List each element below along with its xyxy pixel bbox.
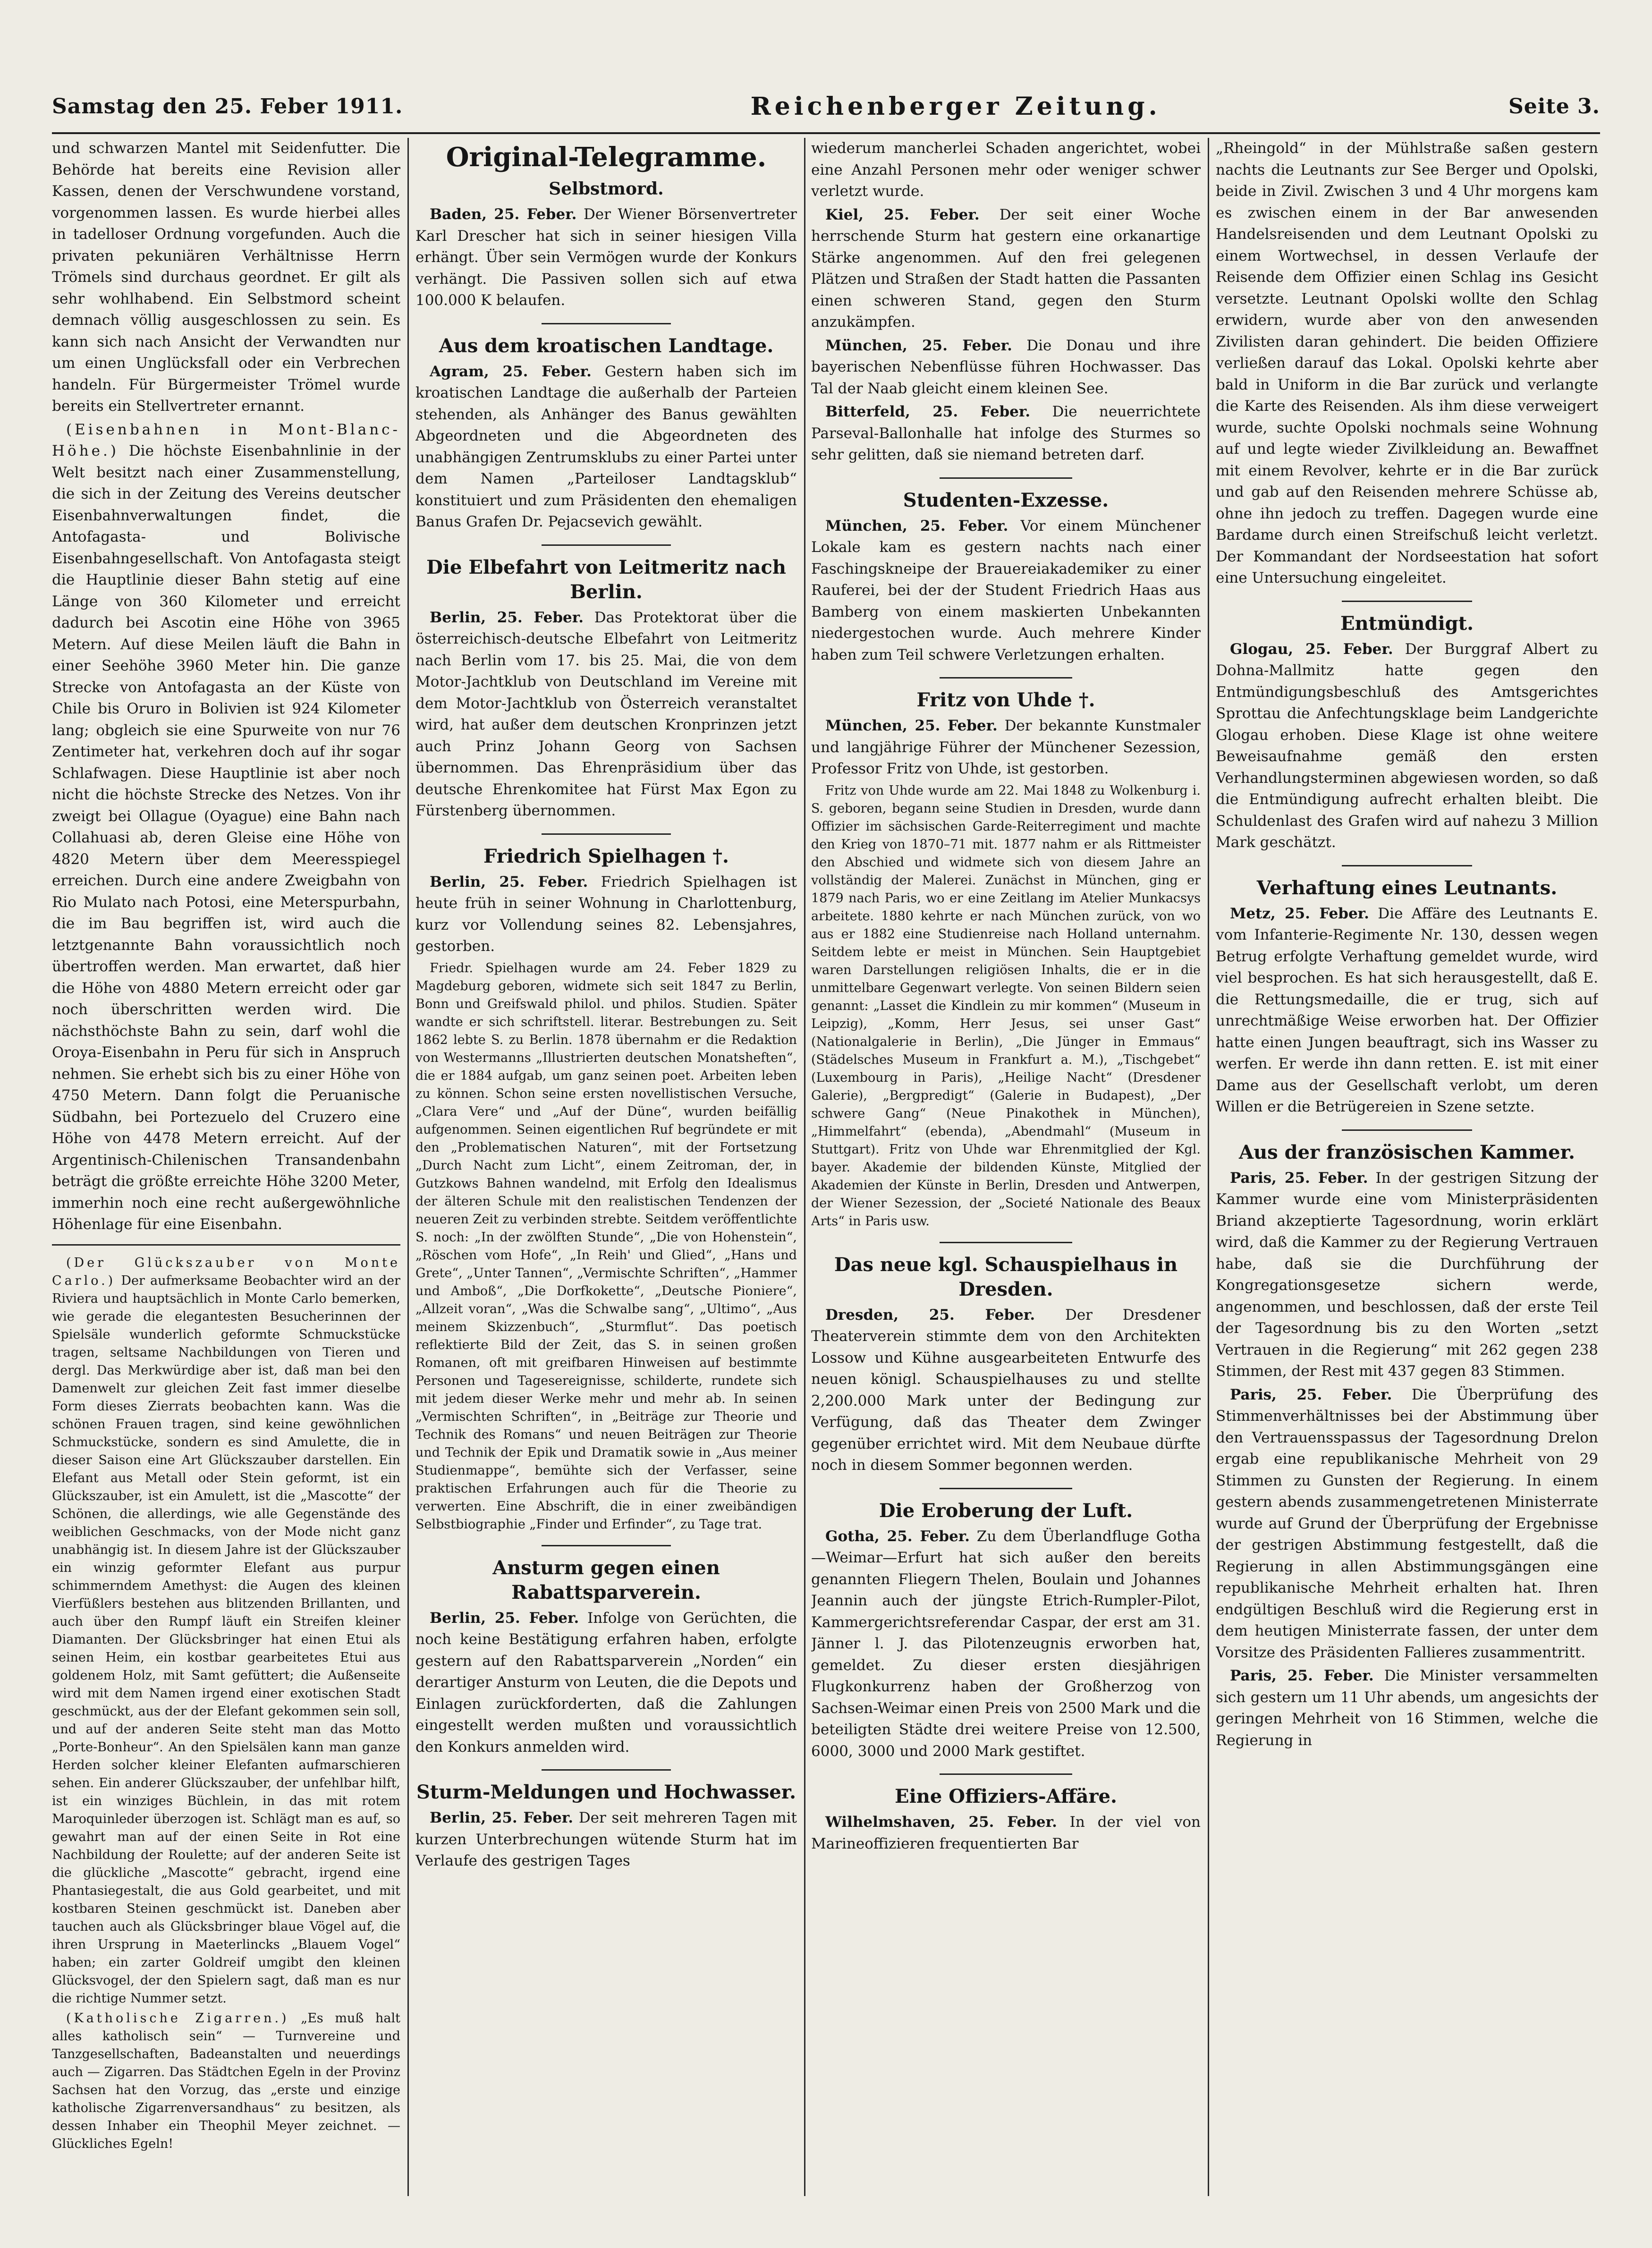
column-rule (804, 138, 805, 2196)
article-paragraph: und schwarzen Mantel mit Seidenfutter. Die Behörde hat bereits eine Revision aller Kassen, denen der Verschwundene vorstand, vorgenommen lassen. Es wurde hierbei alles in tadelloser Ordnung vorgefunden. Auch die privaten pekuniären Verhältnisse Herrn Trömels sind durchaus geordnet. Er gilt als sehr wohlhabend. Ein Selbstmord scheint demnach völlig ausgeschlossen zu sein. Es kann sich nach Ansicht der Verwandten nur um einen Unglücksfall oder ein Verbrechen handeln. Für Bürgermeister Trömel wurde bereits ein Stellvertreter ernannt. (52, 140, 400, 415)
dateline: Dresden, 25. Feber. (825, 1306, 1035, 1323)
article-paragraph (811, 1305, 1201, 1476)
article-paragraph (415, 872, 797, 958)
divider (1342, 1129, 1472, 1131)
column-4 (1216, 138, 1598, 2196)
article-headline: Selbstmord. (549, 179, 664, 199)
dateline: Gotha, 25. Feber. (825, 1527, 970, 1545)
divider (1342, 865, 1472, 866)
article-biography: Fritz von Uhde wurde am 22. Mai 1848 zu Wolkenburg i. S. geboren, begann seine Studien in Dresden, wurde dann Offizier im sächsischen Garde-Reiterregiment und machte den Krieg von 1870–71 mit. 1877 nahm er als Rittmeister den Abschied und widmete sich von diesem Jahre an vollständig der Malerei. Zunächst in München, ging er 1879 nach Paris, wo er eine Zeitlang im Atelier Munkacsys arbeitete. 1880 kehrte er nach München zurück, von wo aus er 1882 eine Studienreise nach Holland unternahm. Seitdem lebte er meist in München. Sein Hauptgebiet waren Darstellungen religiösen Inhalts, die er in die unmittelbare Gegenwart verlegte. Von seinen Bildern seien genannt: „Lasset die Kindlein zu mir kommen“ (Museum in Leipzig), „Komm, Herr Jesus, sei unser Gast“ (Nationalgalerie in Berlin), „Die Jünger in Emmaus“ (Städelsches Museum in Frankfurt a. M.), „Tischgebet“ (Luxembourg in Paris), „Heilige Nacht“ (Dresdener Galerie), „Bergpredigt“ (Galerie in Budapest), „Der schwere Gang“ (Neue Pinakothek in München), „Himmelfahrt“ (ebenda), „Abendmahl“ (Museum in Stuttgart). Fritz von Uhde war Ehrenmitglied der Kgl. bayer. Akademie der bildenden Künste, Mitglied der Akademien der Künste in Berlin, Dresden und Antwerpen, der Wiener Sezession, der „Societé Nationale des Beaux Arts“ in Paris usw. (811, 783, 1201, 1229)
article-paragraph (415, 361, 797, 533)
article-paragraph (1216, 1384, 1598, 1664)
divider (940, 677, 1072, 679)
divider (52, 1244, 400, 1246)
page-number: Seite 3. (1508, 94, 1600, 119)
issue-date: Samstag den 25. Feber 1911. (52, 94, 403, 119)
article-headline: Die Elbefahrt von Leitmeritz nach Berlin. (426, 556, 786, 603)
dateline: Berlin, 25. Feber. (430, 873, 588, 891)
article-lead: (Katholische Zigarren.) (66, 2010, 289, 2026)
section-title: Original-Telegramme. (446, 142, 767, 173)
article-paragraph (52, 1254, 400, 2008)
article-paragraph (811, 204, 1201, 333)
article-paragraph (52, 2010, 400, 2153)
article-headline: Fritz von Uhde †. (916, 689, 1095, 711)
article-text: Der bekannte Kunstmaler und langjährige Führer der Münchener Sezession, Professor Fritz von Uhde, ist gestorben. (811, 717, 1201, 777)
divider (542, 323, 671, 324)
article-headline: Aus dem kroatischen Landtage. (439, 334, 774, 357)
dateline: Paris, 25. Feber. (1230, 1169, 1368, 1187)
article-headline: Entmündigt. (1340, 612, 1474, 635)
article-biography: Friedr. Spielhagen wurde am 24. Feber 1829 zu Magdeburg geboren, widmete sich seit 1847 zu Berlin, Bonn und Greifswald philol. und philos. Studien. Später wandte er sich schriftstell. literar. Bestrebungen zu. Seit 1862 lebte S. zu Berlin. 1878 übernahm er die Redaktion von Westermanns „Illustrierten deutschen Monatsheften“, die er 1884 aufgab, um ganz seinen poet. Arbeiten leben zu können. Schon seine ersten novellistischen Versuche, „Clara Vere“ und „Auf der Düne“, wurden beifällig aufgenommen. Seinen eigentlichen Ruf begründete er mit den „Problematischen Naturen“, mit der Fortsetzung „Durch Nacht zum Licht“, einem Zeitroman, der, in Gutzkows Bahnen wandelnd, mit Erfolg den Idealismus der älteren Schule mit den realistischen Tendenzen der neueren Zeit zu verbinden strebte. Seitdem veröffentlichte S. noch: „In der zwölften Stunde“, „Die von Hohenstein“, „Röschen vom Hofe“, „In Reih' und Glied“, „Hans und Grete“, „Unter Tannen“, „Vermischte Schriften“, „Hammer und Amboß“, „Die Dorfkokette“, „Deutsche Pioniere“, „Allzeit voran“, „Was die Schwalbe sang“, „Ultimo“, „Aus meinem Skizzenbuch“, „Sturmflut“. Das poetisch reflektierte Bild der Zeit, das S. in seinen großen Romanen, oft mit greifbaren Hinweisen auf bestimmte Personen und Tagesereignisse, schilderte, rundete sich mit jedem dieser Werke mehr und mehr ab. In seinen „Vermischten Schriften“, in „Beiträge zur Theorie und Technik des Romans“ und neuen Beiträgen zur Theorie und Technik der Epik und Dramatik sowie in „Aus meiner Studienmappe“, bemühte sich der Verfasser, seine praktischen Erfahrungen auch für die Theorie zu verwerten. Eine Abschrift, die in einer zweibändigen Selbstbiographie „Finder und Erfinder“, zu Tage trat. (415, 960, 797, 1532)
article-paragraph: wiederum mancherlei Schaden angerichtet, wobei eine Anzahl Personen mehr oder weniger schwer verletzt wurde. (811, 140, 1201, 200)
newspaper-title: Reichenberger Zeitung. (750, 92, 1161, 121)
article-paragraph (811, 335, 1201, 400)
article-text: Der Dresdener Theaterverein stimmte dem von den Architekten Lossow und Kühne ausgearbeiteten Entwurfe des neuen königl. Schauspielhauses zu und stellte 2,200.000 Mark unter der Bedingung zur Verfügung, daß das Theater dem Zwinger gegenüber errichtet wird. Mit dem Neubaue dürfte noch in diesem Sommer begonnen werden. (811, 1306, 1201, 1474)
article-paragraph (811, 516, 1201, 666)
article-text: Friedrich Spielhagen ist heute früh in seiner Wohnung in Charlottenburg, kurz vor Vollendung seines 82. Lebensjahres, gestorben. (415, 873, 797, 955)
article-text: Die Überprüfung des Stimmenverhältnisses bei der Abstimmung über den Vertrauensspassus der Tagesordnung Drelon ergab eine republikanische Mehrheit von 29 Stimmen zu Gunsten der Regierung. In einem gestern abends zusammengetretenen Ministerrate wurde auf Grund der Überprüfung der Ergebnisse der gestrigen Abstimmung festgestellt, daß die Regierung in allen Abstimmungsgängen eine republikanische Mehrheit erhalten hat. Ihren endgültigen Beschluß wird die Regierung erst in dem heutigen Ministerrate fassen, der unter dem Vorsitze des Präsidenten Fallieres zusammentritt. (1216, 1386, 1598, 1661)
article-text: Der seit einer Woche herrschende Sturm hat gestern eine orkanartige Stärke angenommen. Auf den frei gelegenen Plätzen und Straßen der Stadt hatten die Passanten einen schweren Stand, gegen den Sturm anzukämpfen. (811, 206, 1201, 331)
divider (542, 1545, 671, 1546)
column-2 (415, 138, 797, 2196)
dateline: München, 25. Feber. (825, 517, 1008, 534)
dateline: Baden, 25. Feber. (430, 206, 577, 223)
dateline: Paris, 25. Feber. (1230, 1386, 1392, 1403)
article-text: Die neuerrichtete Parseval-Ballonhalle hat infolge des Sturmes so sehr gelitten, daß sie niemand betreten darf. (811, 403, 1201, 463)
article-paragraph (52, 419, 400, 1236)
article-paragraph (415, 204, 797, 312)
article-lead: (Der Glückszauber von Monte Carlo.) (52, 1255, 400, 1288)
column-3 (811, 138, 1201, 2196)
divider (940, 1242, 1072, 1243)
article-paragraph (811, 401, 1201, 466)
article-headline: Das neue kgl. Schauspielhaus in Dresden. (834, 1253, 1178, 1300)
divider (940, 1488, 1072, 1489)
divider (542, 833, 671, 835)
divider (542, 544, 671, 546)
article-text: Infolge von Gerüchten, die noch keine Bestätigung erfahren haben, erfolgte gestern auf den Rabattsparverein „Norden“ ein derartiger Ansturm von Leuten, die die Depots und Einlagen zurückforderten, daß die Zahlungen eingestellt werden mußten und voraussichtlich den Konkurs anmelden wird. (415, 1609, 797, 1756)
article-lead: (Eisenbahnen in Mont-Blanc-Höhe.) (52, 421, 400, 459)
dateline: Metz, 25. Feber. (1230, 905, 1369, 922)
dateline: Berlin, 25. Feber. (430, 1609, 579, 1627)
article-text: Der Wiener Börsenvertreter Karl Drescher hat sich in seiner hiesigen Villa erhängt. Über sein Vermögen wurde der Konkurs verhängt. Die Passiven sollen sich auf etwa 100.000 K belaufen. (415, 206, 797, 309)
article-text: Der seit mehreren Tagen mit kurzen Unterbrechungen wütende Sturm hat im Verlaufe des gestrigen Tages (415, 1809, 797, 1869)
article-paragraph (811, 1526, 1201, 1763)
article-headline: Die Eroberung der Luft. (879, 1499, 1133, 1522)
article-headline: Verhaftung eines Leutnants. (1256, 876, 1558, 899)
article-text: Vor einem Münchener Lokale kam es gestern nachts nach einer Faschingskneipe der Brauereiakademiker zu einer Rauferei, bei der der Student Friedrich Haas aus Bamberg von einem maskierten Unbekannten niedergestochen wurde. Auch mehrere Kinder haben zum Teil schwere Verletzungen erhalten. (811, 517, 1201, 663)
article-headline: Sturm-Meldungen und Hochwasser. (416, 1781, 796, 1803)
dateline: Wilhelmshaven, 25. Feber. (825, 1814, 1057, 1831)
article-text: In der gestrigen Sitzung der Kammer wurde eine vom Ministerpräsidenten Briand akzeptierte Tagesordnung, worin erklärt wird, daß die Kammer zu der Regierung Vertrauen habe, daß sie die Durchführung der Kongregationsgesetze sichern werde, angenommen, und beschlossen, daß der erste Teil der Tagesordnung bis zu den Worten „setzt Vertrauen in die Regierung“ mit 262 gegen 238 Stimmen, der Rest mit 437 gegen 83 Stimmen. (1216, 1169, 1598, 1380)
divider (940, 1773, 1072, 1775)
column-1 (52, 138, 400, 2196)
dateline: Paris, 25. Feber. (1230, 1667, 1374, 1684)
dateline: Agram, 25. Feber. (430, 363, 592, 380)
article-headline: Ansturm gegen einen Rabattsparverein. (492, 1556, 720, 1603)
article-paragraph (811, 715, 1201, 780)
dateline: München, 25. Feber. (825, 717, 998, 734)
dateline: Glogau, 25. Feber. (1230, 640, 1393, 658)
article-paragraph (1216, 639, 1598, 854)
article-text: Die Minister versammelten sich gestern um 11 Uhr abends, um angesichts der geringen Mehrheit von 16 Stimmen, welche die Regierung in (1216, 1667, 1598, 1749)
divider (1342, 601, 1472, 602)
article-paragraph (811, 1812, 1201, 1855)
article-text: Gestern haben sich im kroatischen Landtage die außerhalb der Parteien stehenden, als Anhänger des Banus gewählten Abgeordneten und die Abgeordneten des unabhängigen Zentrumsklubs zu einer Partei unter dem Namen „Parteiloser Landtagsklub“ konstituiert und zum Präsidenten den ehemaligen Banus Grafen Dr. Pejacsevich gewählt. (415, 363, 797, 530)
article-paragraph: „Rheingold“ in der Mühlstraße saßen gestern nachts die Leutnants zur See Berger und Opolski, beide in Zivil. Zwischen 3 und 4 Uhr morgens kam es zwischen einem in der Bar anwesenden Handelsreisenden und dem Leutnant Opolski zu einem Wortwechsel, in dessen Verlaufe der Reisende dem Offizier einen Schlag ins Gesicht versetzte. Leutnant Opolski wollte den Schlag erwidern, wurde aber von den anwesenden Zivilisten daran gehindert. Die beiden Offiziere verließen darauf das Lokal. Opolski kehrte aber bald in Uniform in die Bar zurück und verlangte die Karte des Reisenden. Als ihm diese verweigert wurde, suchte Opolski nochmals seine Wohnung auf und legte wieder Zivilkleidung an. Bewaffnet mit einem Revolver, kehrte er in die Bar zurück und gab auf den Reisenden mehrere Schüsse ab, ohne ihn jedoch zu treffen. Dagegen wurde eine Bardame durch einen Streifschuß leicht verletzt. Der Kommandant der Nordseestation hat sofort eine Untersuchung eingeleitet. (1216, 140, 1598, 586)
article-text: Zu dem Überlandfluge Gotha—Weimar—Erfurt hat sich außer den bereits genannten Fliegern Thelen, Boulain und Johannes Jeannin auch der jüngste Etrich-Rumpler-Pilot, Kammergerichtsreferendar Caspar, der erst am 31. Jänner l. J. das Pilotenzeugnis erworben hat, gemeldet. Zu dieser ersten diesjährigen Flugkonkurrenz haben der Großherzog von Sachsen-Weimar einen Preis von 2500 Mark und die beteiligten Städte drei weitere Preise von 12.500, 6000, 3000 und 2000 Mark gestiftet. (811, 1527, 1201, 1760)
article-paragraph (1216, 903, 1598, 1118)
divider (542, 1769, 671, 1771)
article-headline: Eine Offiziers-Affäre. (895, 1785, 1117, 1807)
dateline: Berlin, 25. Feber. (430, 609, 584, 626)
column-rule (407, 138, 409, 2196)
column-rule (1208, 138, 1209, 2196)
article-text: Die höchste Eisenbahnlinie in der Welt besitzt nach einer Zusammenstellung, die sich in der Zeitung des Vereins deutscher Eisenbahnverwaltungen findet, die Antofagasta- und Bolivische Eisenbahngesellschaft. Von Antofagasta steigt die Hauptlinie dieser Bahn stetig auf eine Länge von 360 Kilometer und erreicht dadurch bei Ascotin eine Höhe von 3965 Metern. Auf diese Meilen läuft die Bahn in einer Seehöhe 3960 Meter hin. Die ganze Strecke von Antofagasta an der Küste von Chile bis Oruro in Bolivien ist 924 Kilometer lang; obgleich sie eine Spurweite von nur 76 Zentimeter hat, verkehren doch auf ihr sogar Schlafwagen. Diese Hauptlinie ist aber noch nicht die höchste Strecke des Netzes. Von ihr zweigt bei Ollague (Oyague) eine Bahn nach Collahuasi ab, deren Gleise eine Höhe von 4820 Metern über dem Meeresspiegel erreichen. Durch eine andere Zweigbahn von Rio Mulato nach Potosi, eine Meterspurbahn, die im Bau begriffen ist, wird auch die letztgenannte Bahn voraussichtlich noch übertroffen werden. Man erwartet, daß hier die Höhe von 4880 Metern erreicht oder gar noch überschritten werden wird. Die nächsthöchste Bahn zu sein, darf wohl die Oroya-Eisenbahn in Peru für sich in Anspruch nehmen. Sie erhebt sich bis zu einer Höhe von 4750 Metern. Dann folgt die Peruanische Südbahn, bei Portezuelo del Cruzero eine Höhe von 4478 Metern erreicht. Auf der Argentinisch-Chilenischen Transandenbahn beträgt die größte erreichte Höhe 3200 Meter, immerhin noch eine recht außergewöhnliche Höhenlage für eine Eisenbahn. (52, 442, 400, 1233)
article-paragraph (415, 607, 797, 822)
article-text: Der Burggraf Albert zu Dohna-Mallmitz hatte gegen den Entmündigungsbeschluß des Amtsgerichtes Sprottau die Anfechtungsklage beim Landgerichte Glogau erhoben. Diese Klage ist ohne weitere Beweisaufnahme gemäß den ersten Verhandlungsterminen abgewiesen worden, so daß die Entmündigung aufrecht erhalten bleibt. Die Schuldenlast des Grafen wird auf nahezu 3 Million Mark geschätzt. (1216, 640, 1598, 851)
article-text: Die Affäre des Leutnants E. vom Infanterie-Regimente Nr. 130, dessen wegen Betrug erfolgte Verhaftung gemeldet wurde, wird viel besprochen. Es hat sich herausgestellt, daß E. die Rettungsmedaille, die er trug, sich auf unrechtmäßige Weise erworben hat. Der Offizier hatte einen Jungen beauftragt, sich ins Wasser zu werfen. Er werde ihn dann retten. E. ist mit einer Dame aus der Gesellschaft verlobt, um deren Willen er die Betrügereien in Szene setzte. (1216, 905, 1598, 1115)
article-headline: Studenten-Exzesse. (903, 489, 1109, 511)
article-text: Das Protektorat über die österreichisch-deutsche Elbefahrt von Leitmeritz nach Berlin vom 17. bis 25. Mai, die von dem Motor-Jachtklub von Deutschland im Vereine mit dem Motor-Jachtklub von Österreich veranstaltet wird, hat außer dem deutschen Kronprinzen jetzt auch Prinz Johann Georg von Sachsen übernommen. Das Ehrenpräsidium über das deutsche Ehrenkomitee hat Fürst Max Egon zu Fürstenberg übernommen. (415, 609, 797, 819)
divider (940, 477, 1072, 479)
article-text: „Es muß halt alles katholisch sein“ — Turnvereine und Tanzgesellschaften, Badeanstalten und neuerdings auch — Zigarren. Das Städtchen Egeln in der Provinz Sachsen hat den Vorzug, das „erste und einzige katholische Zigarrenversandhaus“ zu besitzen, als dessen Inhaber ein Theophil Meyer zeichnet. — Glückliches Egeln! (52, 2010, 400, 2151)
article-text: Die Donau und ihre bayerischen Nebenflüsse führen Hochwasser. Das Tal der Naab gleicht einem kleinen See. (811, 337, 1201, 397)
dateline: München, 25. Feber. (825, 337, 1012, 354)
dateline: Kiel, 25. Feber. (825, 206, 980, 223)
article-paragraph (1216, 1665, 1598, 1751)
article-text: In der viel von Marineoffizieren frequentierten Bar (811, 1814, 1201, 1852)
article-paragraph (415, 1608, 797, 1758)
dateline: Bitterfeld, 25. Feber. (825, 403, 1031, 420)
page-header (52, 80, 1600, 134)
article-headline: Friedrich Spielhagen †. (483, 845, 729, 867)
article-paragraph (1216, 1168, 1598, 1383)
article-text: Der aufmerksame Beobachter wird an der Riviera und hauptsächlich in Monte Carlo bemerken, wie gerade die elegantesten Besucherinnen der Spielsäle wunderlich geformte Schmuckstücke tragen, seltsame Nachbildungen von Tieren und dergl. Das Merkwürdige aber ist, daß man bei den Damenwelt zur gleichen Zeit fast immer dieselbe Form dieses Zierrats beobachten kann. Was die schönen Frauen tragen, sind keine gewöhnlichen Schmuckstücke, sondern es sind Amulette, die in dieser Saison eine Art Glückszauber darstellen. Ein Elefant aus Metall oder Stein geformt, ist ein Glückszauber, ist ein Amulett, ist die „Mascotte“ der Schönen, die allerdings, wie alle Gegenstände des weiblichen Geschmacks, von der Mode nicht ganz unabhängig ist. In diesem Jahre ist der Glückszauber ein winzig geformter Elefant aus purpur schimmerndem Amethyst: die Augen des kleinen Vierfüßlers bestehen aus blitzenden Brillanten, und auch über den Rumpf läuft ein Streifen kleiner Diamanten. Der Glücksbringer hat einen Etui als seinen Heim, ein kostbar gearbeitetes Etui aus goldenem Holz, mit Samt gefüttert; die Außenseite wird mit dem Namen irgend einer exotischen Stadt geschmückt, aus der der Elefant gekommen sein soll, und auf der anderen Seite steht man das Motto „Porte-Bonheur“. An den Spielsälen kann man ganze Herden solcher kleiner Elefanten aufmarschieren sehen. Ein anderer Glückszauber, der unfehlbar hilft, ist ein winziges Büchlein, in das mit rotem Maroquinleder überzogen ist. Schlägt man es auf, so gewahrt man auf der einen Seite in Rot eine Nachbildung der Roulette; auf der anderen Seite ist die glückliche „Mascotte“ gebracht, irgend eine Phantasiegestalt, die aus Gold gearbeitet, und mit kostbaren Steinen geschmückt ist. Daneben aber tauchen auch als Glücksbringer blaue Vögel auf, die ihren Ursprung in Maeterlincks „Blauem Vogel“ haben; ein zarter Goldreif umgibt den kleinen Glücksvogel, der den Spielern sagt, daß man es nur die richtige Nummer setzt. (52, 1273, 400, 2006)
article-headline: Aus der französischen Kammer. (1239, 1141, 1575, 1163)
article-paragraph (415, 1807, 797, 1872)
dateline: Berlin, 25. Feber. (430, 1809, 574, 1826)
